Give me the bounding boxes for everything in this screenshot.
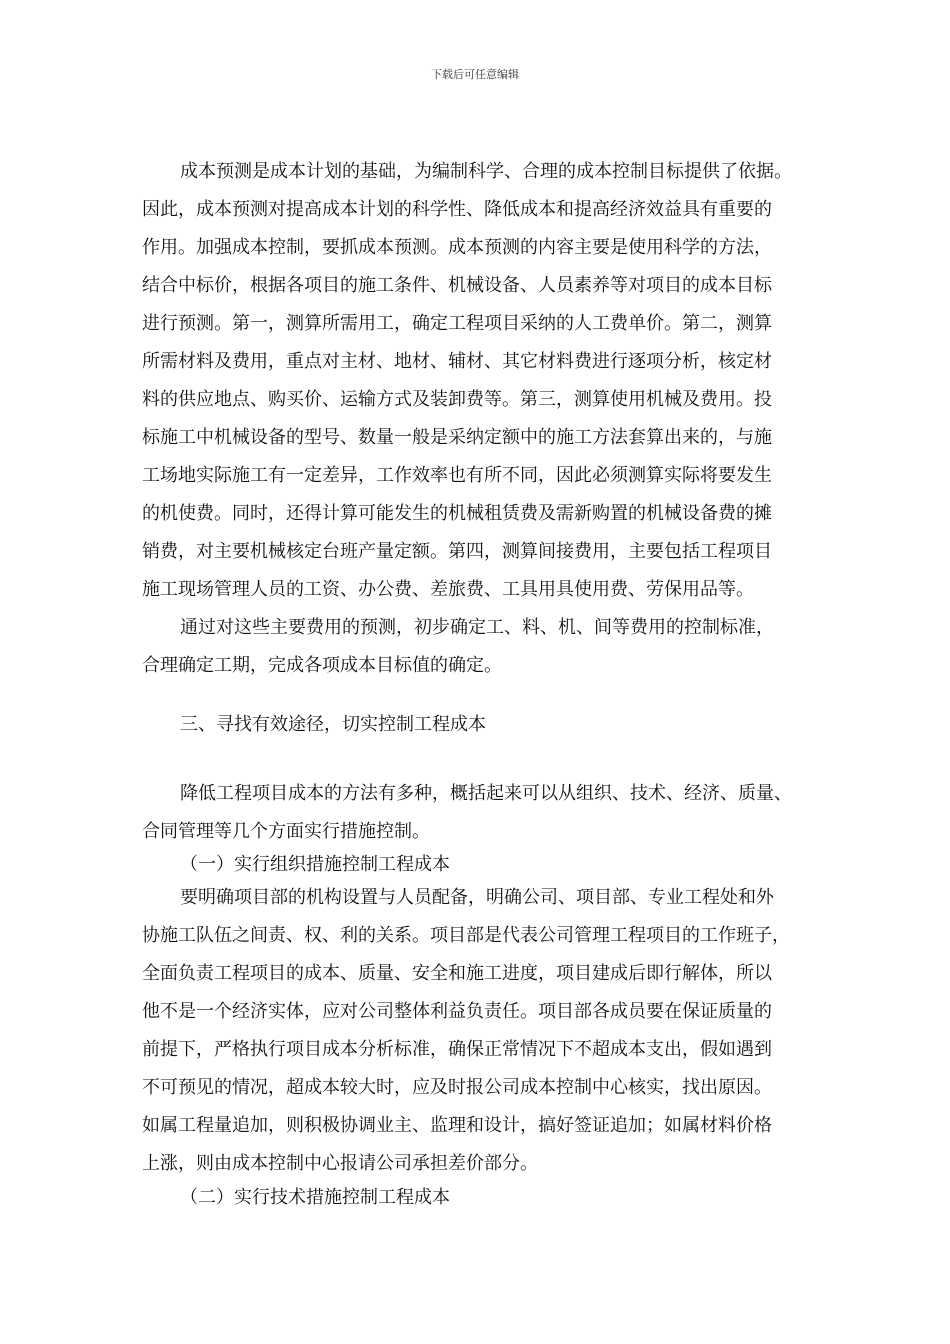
subsection-heading: （一）实行组织措施控制工程成本 [180,854,450,875]
paragraph-line: 工场地实际施工有一定差异，工作效率也有所不同，因此必须测算实际将要发生 [142,465,772,486]
paragraph-line: 他不是一个经济实体，应对公司整体利益负责任。项目部各成员要在保证质量的 [142,1001,772,1022]
page-header: 下载后可任意编辑 [431,68,519,81]
subsection-heading: （二）实行技术措施控制工程成本 [180,1187,450,1208]
paragraph-line: 前提下，严格执行项目成本分析标准，确保正常情况下不超成本支出，假如遇到 [142,1039,772,1060]
paragraph-line: 销费，对主要机械核定台班产量定额。第四，测算间接费用，主要包括工程项目 [142,541,772,562]
paragraph-line: 合理确定工期，完成各项成本目标值的确定。 [142,655,502,676]
paragraph-line: 合同管理等几个方面实行措施控制。 [142,821,430,842]
paragraph-line: 全面负责工程项目的成本、质量、安全和施工进度，项目建成后即行解体，所以 [142,963,772,984]
paragraph-line: 的机使费。同时，还得计算可能发生的机械租赁费及需新购置的机械设备费的摊 [142,503,772,524]
paragraph-line: 所需材料及费用，重点对主材、地材、辅材、其它材料费进行逐项分析，核定材 [142,351,772,372]
paragraph-line: 通过对这些主要费用的预测，初步确定工、料、机、间等费用的控制标准， [180,617,774,638]
section-heading: 三、寻找有效途径，切实控制工程成本 [180,714,486,735]
paragraph-line: 成本预测是成本计划的基础，为编制科学、合理的成本控制目标提供了依据。 [180,161,792,182]
paragraph-line: 不可预见的情况，超成本较大时，应及时报公司成本控制中心核实，找出原因。 [142,1077,772,1098]
paragraph-line: 降低工程项目成本的方法有多种，概括起来可以从组织、技术、经济、质量、 [180,783,792,804]
paragraph-line: 要明确项目部的机构设置与人员配备，明确公司、项目部、专业工程处和外 [180,887,774,908]
paragraph-line: 作用。加强成本控制，要抓成本预测。成本预测的内容主要是使用科学的方法， [142,237,772,258]
paragraph-line: 如属工程量追加，则积极协调业主、监理和设计，搞好签证追加；如属材料价格 [142,1115,772,1136]
paragraph-line: 上涨，则由成本控制中心报请公司承担差价部分。 [142,1153,538,1174]
paragraph-line: 施工现场管理人员的工资、办公费、差旅费、工具用具使用费、劳保用品等。 [142,579,754,600]
paragraph-line: 因此，成本预测对提高成本计划的科学性、降低成本和提高经济效益具有重要的 [142,199,772,220]
paragraph-line: 协施工队伍之间责、权、利的关系。项目部是代表公司管理工程项目的工作班子， [142,925,790,946]
paragraph-line: 料的供应地点、购买价、运输方式及装卸费等。第三，测算使用机械及费用。投 [142,389,772,410]
paragraph-line: 结合中标价，根据各项目的施工条件、机械设备、人员素养等对项目的成本目标 [142,275,772,296]
paragraph-line: 进行预测。第一，测算所需用工，确定工程项目采纳的人工费单价。第二，测算 [142,313,772,334]
paragraph-line: 标施工中机械设备的型号、数量一般是采纳定额中的施工方法套算出来的，与施 [142,427,772,448]
